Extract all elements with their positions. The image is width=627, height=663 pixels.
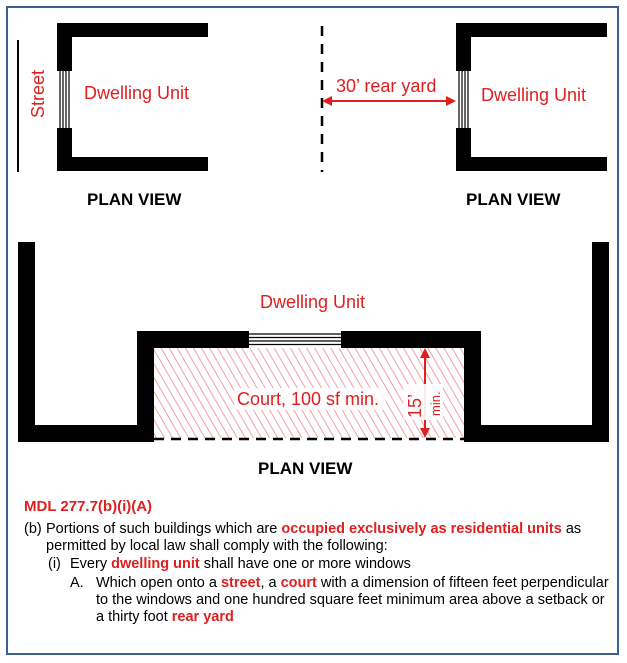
- dim-15-label: 15’: [405, 393, 425, 418]
- plan-rear-yard-view: [322, 23, 607, 209]
- rear-yard-label: 30’ rear yard: [336, 76, 437, 96]
- unit-wall-left-upper: [57, 23, 72, 71]
- window: [60, 71, 69, 128]
- rule-heading: MDL 277.7(b)(i)(A): [24, 498, 153, 515]
- unit-wall-top: [456, 23, 607, 37]
- rule-i-marker: (i): [48, 556, 61, 572]
- rule-i: (i) Every dwelling unit shall have one or more windows: [48, 556, 411, 572]
- rule-text: [24, 498, 614, 626]
- arrow-right: [446, 96, 456, 106]
- plan-street-view: [18, 23, 208, 209]
- building-wall-left: [18, 242, 35, 442]
- plan-view-label: PLAN VIEW: [258, 459, 353, 478]
- rule-a-marker: A.: [70, 575, 84, 591]
- dwelling-unit-label: Dwelling Unit: [481, 85, 587, 105]
- building-wall-bottom-left: [18, 425, 154, 442]
- court-label: Court, 100 sf min.: [237, 389, 380, 409]
- unit-wall-left-upper: [456, 23, 471, 71]
- rule-a: A. Which open onto a street, a court with a dimension of fifteen feet perpendicular to the windows and one hundred square feet minimum area above a setback or a thirty foot rear yard: [70, 575, 609, 625]
- arrow-left: [322, 96, 332, 106]
- unit-wall-left-lower: [57, 128, 72, 171]
- court-wall-top-right: [341, 331, 481, 348]
- window: [459, 71, 468, 128]
- plan-view-label: PLAN VIEW: [466, 190, 561, 209]
- unit-wall-bottom: [456, 157, 607, 171]
- rule-b-marker: (b): [24, 521, 42, 537]
- unit-wall-left-lower: [456, 128, 471, 171]
- unit-wall-top: [57, 23, 208, 37]
- plan-view-label: PLAN VIEW: [87, 190, 182, 209]
- plan-court-view: [18, 242, 609, 478]
- unit-wall-bottom: [57, 157, 208, 171]
- rule-b: (b) Portions of such buildings which are occupied exclusively as residential units as permitted by local law shall comply with the following:: [24, 521, 582, 554]
- dwelling-unit-label: Dwelling Unit: [84, 83, 190, 103]
- window: [249, 334, 341, 345]
- building-wall-bottom-right: [464, 425, 609, 442]
- court-wall-top-left: [137, 331, 249, 348]
- street-label: Street: [28, 69, 48, 118]
- building-wall-right: [592, 242, 609, 442]
- dwelling-unit-label: Dwelling Unit: [260, 292, 366, 312]
- dim-min-label: min.: [428, 391, 443, 416]
